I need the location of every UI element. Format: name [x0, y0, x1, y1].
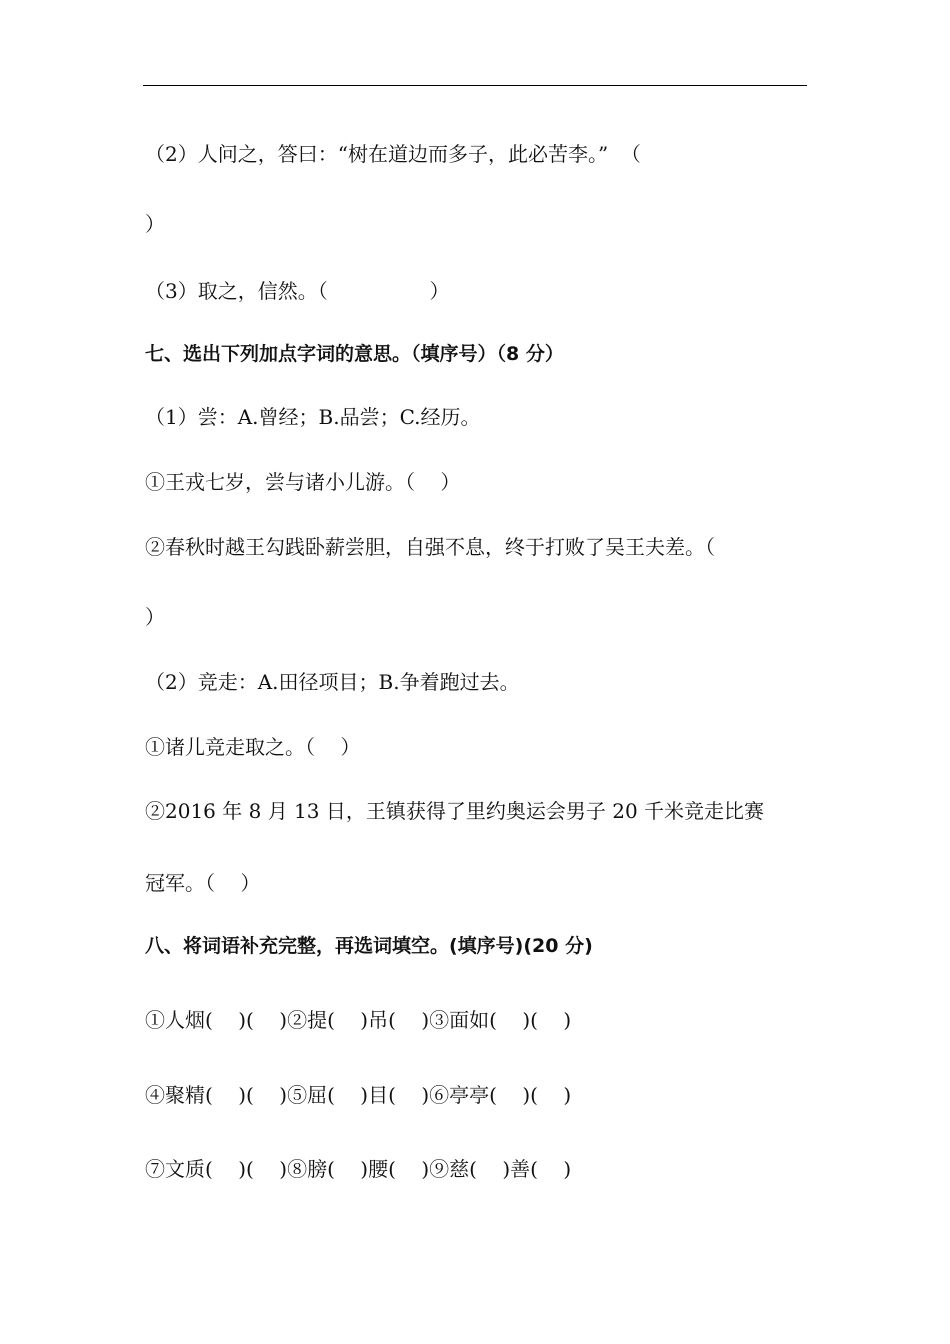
question-6-item-3: （3）取之，信然。（ ）	[145, 279, 450, 303]
question-7-part-2-sentence-1: ①诸儿竞走取之。（ ）	[145, 735, 361, 759]
question-6-item-2: （2）人问之，答曰：“树在道边而多子，此必苦李。” （	[145, 142, 641, 166]
question-7-part-1-sentence-1: ①王戎七岁，尝与诸小儿游。（ ）	[145, 470, 461, 494]
question-6-item-2-close: ）	[145, 212, 165, 236]
question-7-part-2-sentence-2: ②2016 年 8 月 13 日，王镇获得了里约奥运会男子 20 千米竞走比赛	[145, 799, 765, 823]
idiom-row-3: ⑦文质( )( )⑧膀( )腰( )⑨慈( )善( )	[145, 1157, 572, 1181]
idiom-row-1: ①人烟( )( )②提( )吊( )③面如( )( )	[145, 1008, 572, 1032]
question-7-part-2: （2）竞走：A.田径项目；B.争着跑过去。	[145, 670, 520, 694]
section-8-heading: 八、将词语补充完整，再选词填空。(填序号)(20 分)	[145, 935, 593, 957]
header-rule	[143, 85, 807, 86]
question-7-part-2-sentence-2-end: 冠军。（ ）	[145, 871, 261, 895]
question-7-part-1-sentence-2: ②春秋时越王勾践卧薪尝胆，自强不息，终于打败了吴王夫差。（	[145, 535, 715, 559]
idiom-row-2: ④聚精( )( )⑤屈( )目( )⑥亭亭( )( )	[145, 1083, 572, 1107]
question-7-part-1-sentence-2-close: ）	[145, 605, 165, 629]
question-7-part-1: （1）尝：A.曾经；B.品尝；C.经历。	[145, 405, 481, 429]
section-7-heading: 七、选出下列加点字词的意思。（填序号）（8 分）	[145, 343, 564, 365]
